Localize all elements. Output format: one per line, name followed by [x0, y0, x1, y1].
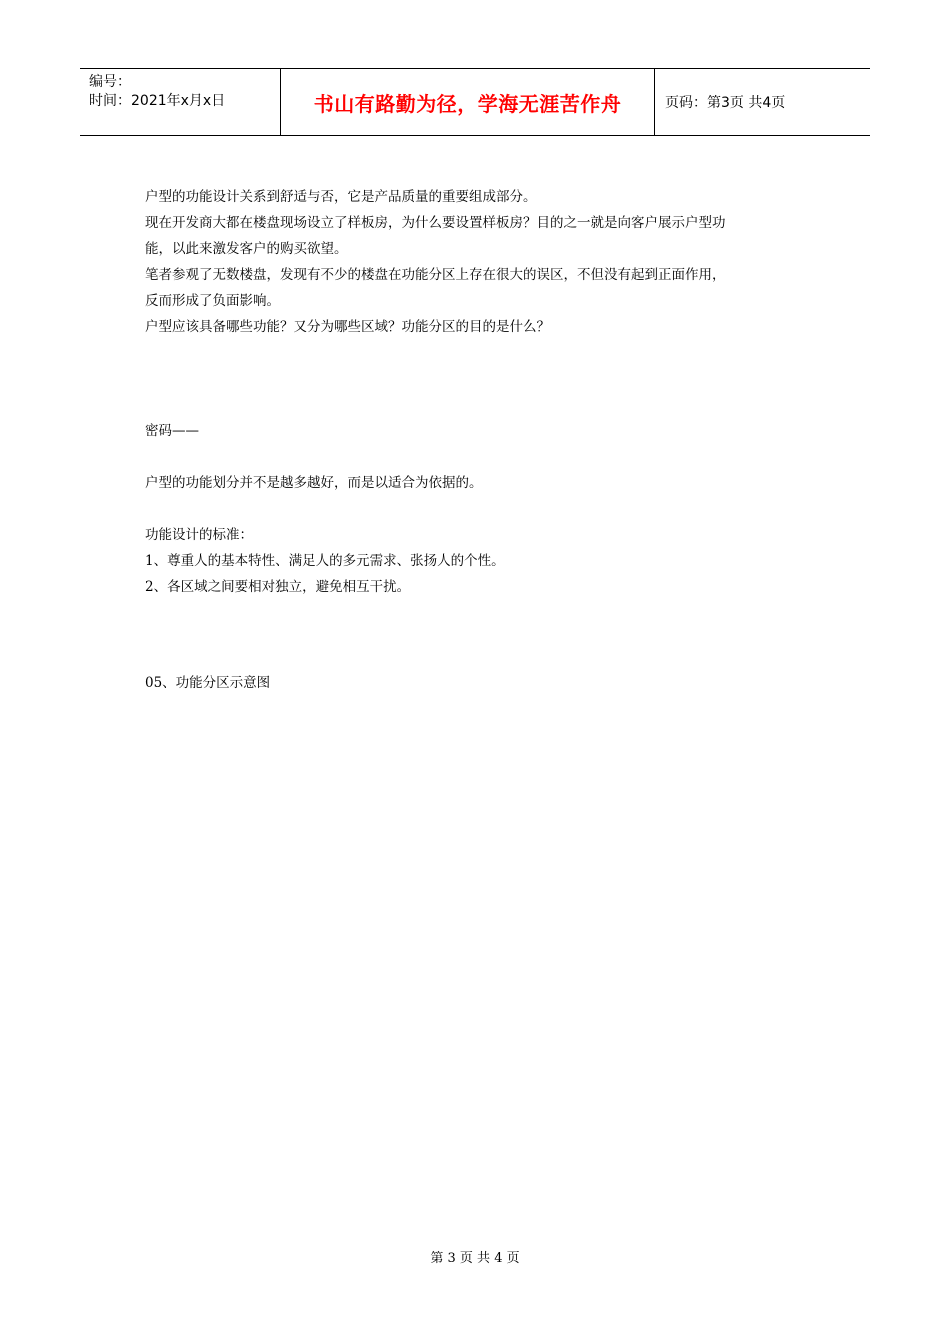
standard-title: 功能设计的标准： [145, 527, 253, 543]
document-time-label: 时间：2021年x月x日 [89, 93, 226, 109]
paragraph: 现在开发商大都在楼盘现场设立了样板房，为什么要设置样板房？目的之一就是向客户展示户型功 [145, 215, 726, 231]
list-item: 1、尊重人的基本特性、满足人的多元需求、张扬人的个性。 [145, 553, 505, 569]
document-header [80, 68, 870, 136]
header-meta-cell [80, 69, 281, 135]
header-motto: 书山有路勤为径，学海无涯苦作舟 [281, 69, 655, 135]
page-footer: 第 3 页 共 4 页 [430, 1251, 520, 1266]
paragraph: 笔者参观了无数楼盘，发现有不少的楼盘在功能分区上存在很大的误区，不但没有起到正面作用， [145, 267, 726, 283]
document-body [145, 184, 815, 696]
header-page-info: 页码：第3页 共4页 [665, 95, 786, 111]
paragraph: 能，以此来激发客户的购买欲望。 [145, 241, 348, 257]
document-number-label: 编号： [89, 74, 131, 90]
paragraph: 户型的功能划分并不是越多越好，而是以适合为依据的。 [145, 475, 483, 491]
section-heading: 05、功能分区示意图 [145, 675, 271, 691]
paragraph: 户型应该具备哪些功能？又分为哪些区域？功能分区的目的是什么？ [145, 319, 550, 335]
paragraph: 反而形成了负面影响。 [145, 293, 280, 309]
paragraph: 户型的功能设计关系到舒适与否，它是产品质量的重要组成部分。 [145, 189, 537, 205]
list-item: 2、各区域之间要相对独立，避免相互干扰。 [145, 579, 411, 595]
password-line: 密码—— [145, 423, 199, 439]
